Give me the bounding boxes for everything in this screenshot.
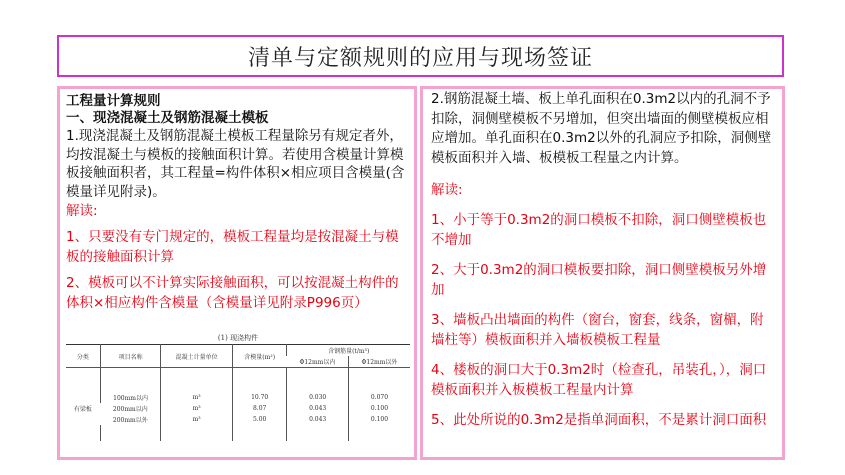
right-item-1: 1、小于等于0.3m2的洞口模板不扣除，洞口侧壁模板也不增加 xyxy=(431,212,767,248)
table-row xyxy=(66,403,410,414)
cell-steel-large: 0.100 xyxy=(348,403,410,414)
cell-name: 200mm以外 xyxy=(112,417,148,424)
cell-steel-small: 0.043 xyxy=(287,414,349,425)
explain-label-left: 解读: xyxy=(66,203,98,219)
right-item-5: 5、此处所说的0.3m2是指单洞面积，不是累计洞口面积 xyxy=(431,412,767,428)
th-steel-large: Φ12mm以外 xyxy=(348,356,410,368)
th-unit: 混凝土计量单位 xyxy=(161,345,233,368)
right-item-2: 2、大于0.3m2的洞口模板要扣除，洞口侧壁模板另外增加 xyxy=(431,262,767,298)
rule-text-1: 1.现浇混凝土及钢筋混凝土模板工程量除另有规定者外，均按混凝土与模板的接触面积计算。若使用含模量计算模板接触面积者，其工程量=构件体积×相应项目含模量(含模量详见附录)。 xyxy=(66,128,405,200)
table-row xyxy=(66,392,410,403)
scanned-table xyxy=(66,333,410,460)
table-row xyxy=(66,414,410,425)
cell-steel-small: 0.043 xyxy=(287,403,349,414)
right-item-4: 4、楼板的洞口大于0.3m2时（检查孔，吊装孔，），洞口模板面积并入板模板工程量内计算 xyxy=(431,362,767,398)
th-item: 项目名称 xyxy=(100,345,161,368)
explain-item-1: 1、只要没有专门规定的，模板工程量均是按混凝土与模板的接触面积计算 xyxy=(66,229,399,265)
cell-mold: 10.70 xyxy=(232,392,286,403)
cell-category: 有梁板 xyxy=(73,406,92,413)
cell-unit: m³ xyxy=(161,414,233,425)
cell-unit: m³ xyxy=(161,403,233,414)
heading-rules: 工程量计算规则 xyxy=(66,93,161,109)
th-category: 分类 xyxy=(76,353,89,361)
table-caption: (1) 现浇构件 xyxy=(217,334,259,342)
th-mold: 含模量(m²) xyxy=(232,345,286,368)
left-panel xyxy=(57,86,417,460)
th-steel-small: Φ12mm以内 xyxy=(299,359,336,366)
slide-title: 清单与定额规则的应用与现场签证 xyxy=(247,45,593,71)
explain-item-2: 2、模板可以不计算实际接触面积，可以按混凝土构件的体积×相应构件含模量（含模量详见附录P996页） xyxy=(66,275,399,311)
cell-name: 200mm以内 xyxy=(112,406,148,413)
cell-mold: 5.00 xyxy=(232,414,286,425)
right-item-3: 3、墙板凸出墙面的构件（窗台，窗套，线条，窗楣，附墙柱等）模板面积并入墙板模板工程量 xyxy=(431,312,764,348)
cell-name: 100mm以内 xyxy=(100,392,161,403)
cell-steel-large: 0.100 xyxy=(348,414,410,425)
cell-steel-small: 0.030 xyxy=(287,392,349,403)
cell-unit: m³ xyxy=(161,392,233,403)
heading-formwork: 一、现浇混凝土及钢筋混凝土模板 xyxy=(66,110,269,126)
cell-mold: 8.07 xyxy=(232,403,286,414)
right-panel xyxy=(420,86,785,460)
th-steel: 含钢筋量(t/m³) xyxy=(287,345,410,357)
cell-steel-large: 0.070 xyxy=(348,392,410,403)
slide-title-box xyxy=(57,35,784,77)
rule-text-2: 2.钢筋混凝土墙、板上单孔面积在0.3m2以内的孔洞不予扣除，洞侧壁模板不另增加，但突出墙面的侧壁模板应相应增加。单孔面积在0.3m2以外的孔洞应予扣除，洞侧壁模板面积并入墙、板模板工程量之内计算。 xyxy=(431,91,772,166)
explain-label-right: 解读: xyxy=(431,182,463,198)
